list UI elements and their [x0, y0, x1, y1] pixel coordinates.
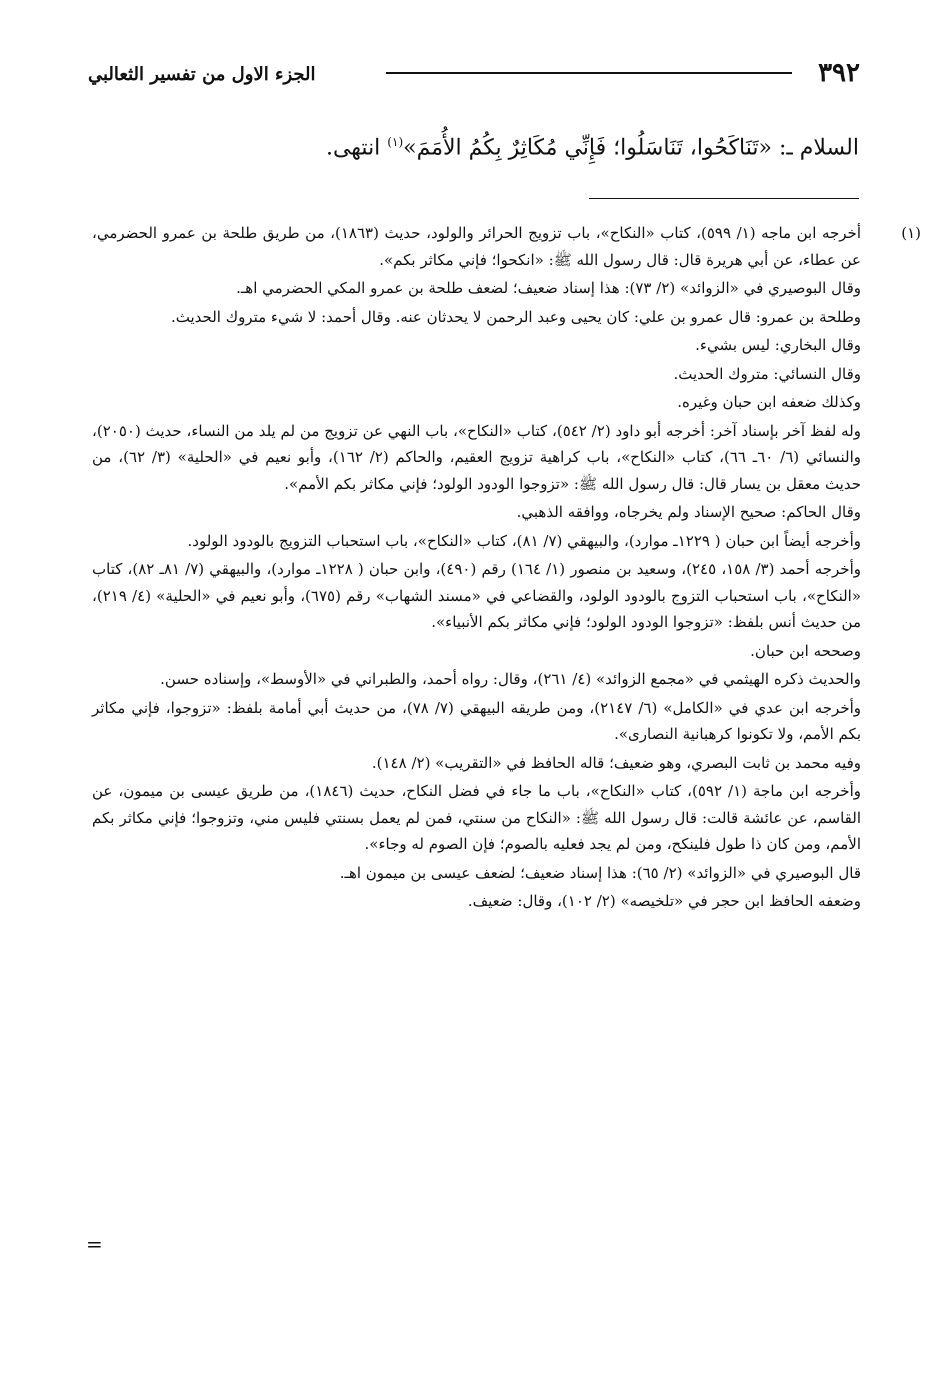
footnote-paragraph: وفيه محمد بن ثابت البصري، وهو ضعيف؛ قاله الحافظ في «التقريب» (٢/ ١٤٨).: [371, 753, 861, 772]
footnote-paragraph: والحديث ذكره الهيثمي في «مجمع الزوائد» (٤/ ٢٦١)، وقال: رواه أحمد، والطبراني في «الأوسط»، وإسناده حسن.: [160, 670, 861, 688]
main-text: [88, 122, 859, 168]
main-text-body: السلام ـ: «تَنَاكَحُوا، تَنَاسَلُوا؛ فَإِنِّي مُكَاثِرٌ بِكُمُ الأُمَمَ»: [403, 135, 859, 161]
footnote-paragraph: وقال النسائي: متروك الحديث.: [673, 364, 861, 383]
footnotes: [92, 220, 921, 917]
running-title: الجزء الاول من تفسير الثعالبي: [88, 64, 316, 85]
footnote-marker: (١): [901, 224, 921, 242]
footnote-separator: [589, 198, 859, 199]
footnote-paragraph: وكذلك ضعفه ابن حبان وغيره.: [677, 393, 861, 411]
footnote-paragraph: قال البوصيري في «الزوائد» (٢/ ٦٥): هذا إسناد ضعيف؛ لضعف عيسى بن ميمون اهـ.: [339, 863, 861, 882]
footnote-paragraph: وله لفظ آخر بإسناد آخر: أخرجه أبو داود (٢/ ٥٤٢)، كتاب «النكاح»، باب النهي عن تزويج من لم يلد من النساء، حديث (٢٠٥٠)، والنسائي (٦/ ٦٠ـ ٦٦)، كتاب «النكاح»، باب كراهية تزويج العقيم، والحاكم (٢/ ١٦٢)، وأبو نعيم في «الحلية» (٣/ ٦٢)، من حديث معقل بن يسار قال: قال رسول الله ﷺ: «تزوجوا الودود الولود؛ فإني مكاثر بكم الأمم».: [92, 421, 862, 493]
footnote-paragraph: وطلحة بن عمرو: قال عمرو بن علي: كان يحيى وعبد الرحمن لا يحدثان عنه. وقال أحمد: لا شيء متروك الحديث.: [170, 307, 861, 326]
footnote-paragraph: وقال الحاكم: صحيح الإسناد ولم يخرجاه، ووافقه الذهبي.: [516, 503, 861, 521]
page-number: ٣٩٢: [818, 58, 860, 88]
footnote-paragraph: وقال البخاري: ليس بشيء.: [695, 336, 861, 354]
footnote-paragraph: وضعفه الحافظ ابن حجر في «تلخيصه» (٢/ ١٠٢)، وقال: ضعيف.: [467, 892, 861, 910]
continuation-mark: =: [86, 1232, 103, 1256]
footnote-paragraph: وأخرجه ابن عدي في «الكامل» (٦/ ٢١٤٧)، ومن طريقه البيهقي (٧/ ٧٨)، من حديث أبي أمامة بلفظ: «تزوجوا، فإني مكاثر بكم الأمم، ولا تكونوا كرهبانية النصارى».: [92, 698, 862, 743]
footnote-reference[interactable]: (١): [387, 135, 404, 149]
footnote-paragraph: وأخرجه أيضاً ابن حبان ( ١٢٢٩ـ موارد)، والبيهقي (٧/ ٨١)، كتاب «النكاح»، باب استحباب التزويج بالودود الولود.: [187, 531, 861, 550]
footnote-paragraph: أخرجه ابن ماجه (١/ ٥٩٩)، كتاب «النكاح»، باب تزويج الحرائر والولود، حديث (١٨٦٣)، من طريق طلحة بن عمرو الحضرمي، عن عطاء، عن أبي هريرة قال: قال رسول الله ﷺ: «انكحوا؛ فإني مكاثر بكم».: [92, 224, 861, 269]
header-rule: [386, 72, 792, 74]
page-header: [88, 58, 860, 98]
footnote-paragraph: وأخرجه أحمد (٣/ ١٥٨، ٢٤٥)، وسعيد بن منصور (١/ ١٦٤) رقم (٤٩٠)، وابن حبان ( ١٢٢٨ـ موارد)، والبيهقي (٧/ ٨١ـ ٨٢)، كتاب «النكاح»، باب استحباب التزوج بالودود الولود، والقضاعي في «مسند الشهاب» رقم (٦٧٥)، وأبو نعيم في «الحلية» (٤/ ٢١٩)، من حديث أنس بلفظ: «تزوجوا الودود الولود؛ فإني مكاثر بكم الأنبياء».: [92, 560, 862, 631]
footnote-paragraph: وقال البوصيري في «الزوائد» (٢/ ٧٣): هذا إسناد ضعيف؛ لضعف طلحة بن عمرو المكي الحضرمي اهـ.: [236, 279, 861, 297]
footnote-paragraph: وصححه ابن حبان.: [750, 641, 861, 660]
main-text-tail: انتهى.: [325, 135, 388, 161]
footnote-paragraph: وأخرجه ابن ماجة (١/ ٥٩٢)، كتاب «النكاح»، باب ما جاء في فضل النكاح، حديث (١٨٤٦)، من طريق عيسى بن ميمون، عن القاسم، عن عائشة قالت: قال رسول الله ﷺ: «النكاح من سنتي، فمن لم يعمل بسنتي فليس مني، وتزوجوا؛ فإني مكاثر بكم الأمم، ومن كان ذا طول فلينكح، ومن لم يجد فعليه بالصوم؛ فإن الصوم له وجاء».: [92, 782, 861, 853]
